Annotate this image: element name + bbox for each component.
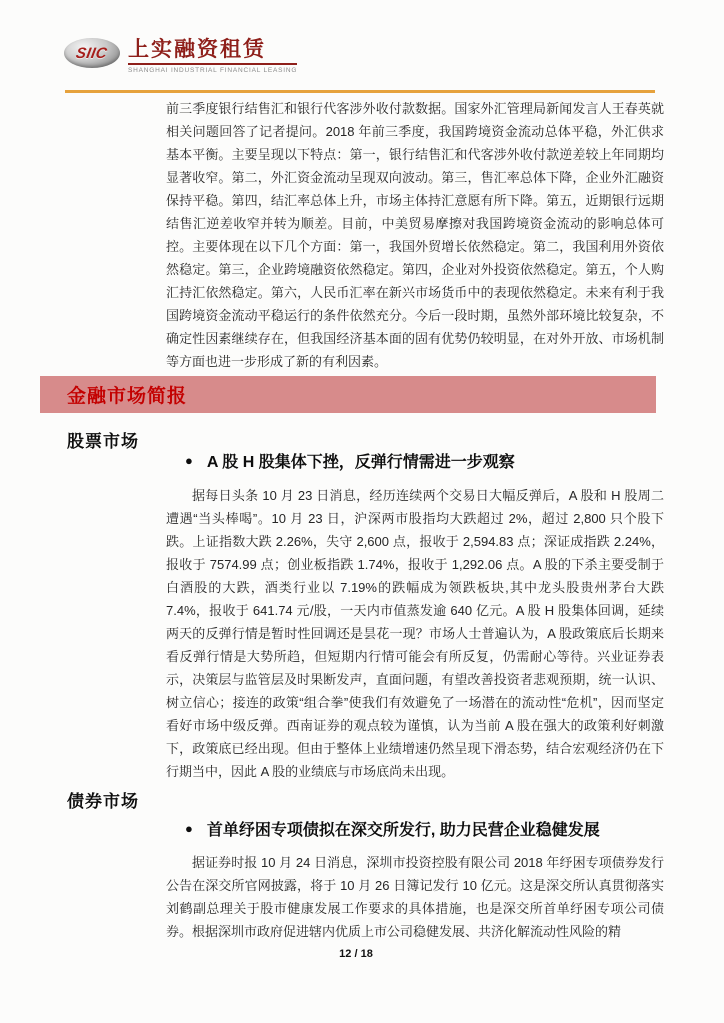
- bond-market-heading: 债券市场: [67, 792, 139, 811]
- siic-logo-text: SIIC: [74, 44, 110, 62]
- bond-headline: [185, 817, 600, 840]
- stock-body: 据每日头条 10 月 23 日消息，经历连续两个交易日大幅反弹后，A 股和 H 股周二遭遇“当头棒喝”。10 月 23 日，沪深两市股指均大跌超过 2%，超过 2,800 只个股下跌。上证指数大跌 2.26%，失守 2,600 点，报收于 2,594.83 点；深证成指跌 2.24%，报收于 7574.99 点；创业板指跌 1.74%，报收于 1,292.06 点。A 股的下杀主要受制于白酒股的大跌，酒类行业以 7.19%的跌幅成为领跌板块,其中龙头股贵州茅台大跌 7.4%，报收于 641.74 元/股，一天内市值蒸发逾 640 亿元。A 股 H 股集体回调，延续两天的反弹行情是暂时性回调还是昙花一现？市场人士普遍认为，A 股政策底后长期来看反弹行情是大势所趋，但短期内行情可能会有所反复，仍需耐心等待。兴业证券表示，决策层与监管层及时果断发声，直面问题，有望改善投资者悲观预期，统一认识、树立信心；接连的政策“组合拳”使我们有效避免了一场潜在的流动性“危机”，因而坚定看好市场中级反弹。西南证券的观点较为谨慎，认为当前 A 股在强大的政策利好刺激下，政策底已经出现。但由于整体上业绩增速仍然呈现下滑态势，结合宏观经济仍在下行期当中，因此 A 股的业绩底与市场底尚未出现。: [166, 488, 664, 779]
- company-name-en: SHANGHAI INDUSTRIAL FINANCIAL LEASING: [128, 67, 298, 75]
- company-logo: [64, 38, 297, 74]
- banner-title: 金融市场简报: [67, 386, 188, 407]
- company-name-block: [128, 38, 297, 74]
- siic-logo-icon: [64, 38, 120, 68]
- market-briefing-banner: [40, 376, 656, 413]
- company-name-cn: 上实融资租赁: [128, 38, 297, 65]
- page-footer: [0, 948, 712, 960]
- bullet-icon: ●: [185, 453, 193, 468]
- stock-market-heading: 股票市场: [67, 432, 139, 451]
- bond-body: 据证券时报 10 月 24 日消息，深圳市投资控股有限公司 2018 年纾困专项债券发行公告在深交所官网披露，将于 10 月 26 日簿记发行 10 亿元。这是深交所认真贯彻落实刘鹤副总理关于股市健康发展工作要求的具体措施，也是深交所首单纾困专项公司债券。根据深圳市政府促进辖内优质上市公司稳健发展、共济化解流动性风险的精: [166, 855, 664, 939]
- bullet-icon: ●: [185, 821, 193, 836]
- stock-headline-text: A 股 H 股集体下挫，反弹行情需进一步观察: [206, 454, 515, 471]
- bond-headline-text: 首单纾困专项债拟在深交所发行, 助力民营企业稳健发展: [206, 822, 600, 839]
- header-divider: [65, 90, 655, 93]
- stock-headline: [185, 449, 515, 472]
- intro-paragraph: 前三季度银行结售汇和银行代客涉外收付款数据。国家外汇管理局新闻发言人王春英就相关问题回答了记者提问。2018 年前三季度，我国跨境资金流动总体平稳，外汇供求基本平衡。主要呈现以下特点：第一，银行结售汇和代客涉外收付款逆差较上年同期均显著收窄。第二，外汇资金流动呈现双向波动。第三，售汇率总体下降，企业外汇融资保持平稳。第四，结汇率总体上升，市场主体持汇意愿有所下降。第五，近期银行远期结售汇逆差收窄并转为顺差。目前，中美贸易摩擦对我国跨境资金流动的影响总体可控。主要体现在以下几个方面：第一，我国外贸增长依然稳定。第二，我国利用外资依然稳定。第三，企业跨境融资依然稳定。第四，企业对外投资依然稳定。第五，个人购汇持汇依然稳定。第六，人民币汇率在新兴市场货币中的表现依然稳定。未来有利于我国跨境资金流动平稳运行的条件依然充分。今后一段时期，虽然外部环境比较复杂，不确定性因素继续存在，但我国经济基本面的固有优势仍较明显，在对外开放、市场机制等方面也进一步形成了新的有利因素。: [166, 101, 664, 369]
- page-number: 12 / 18: [339, 948, 373, 960]
